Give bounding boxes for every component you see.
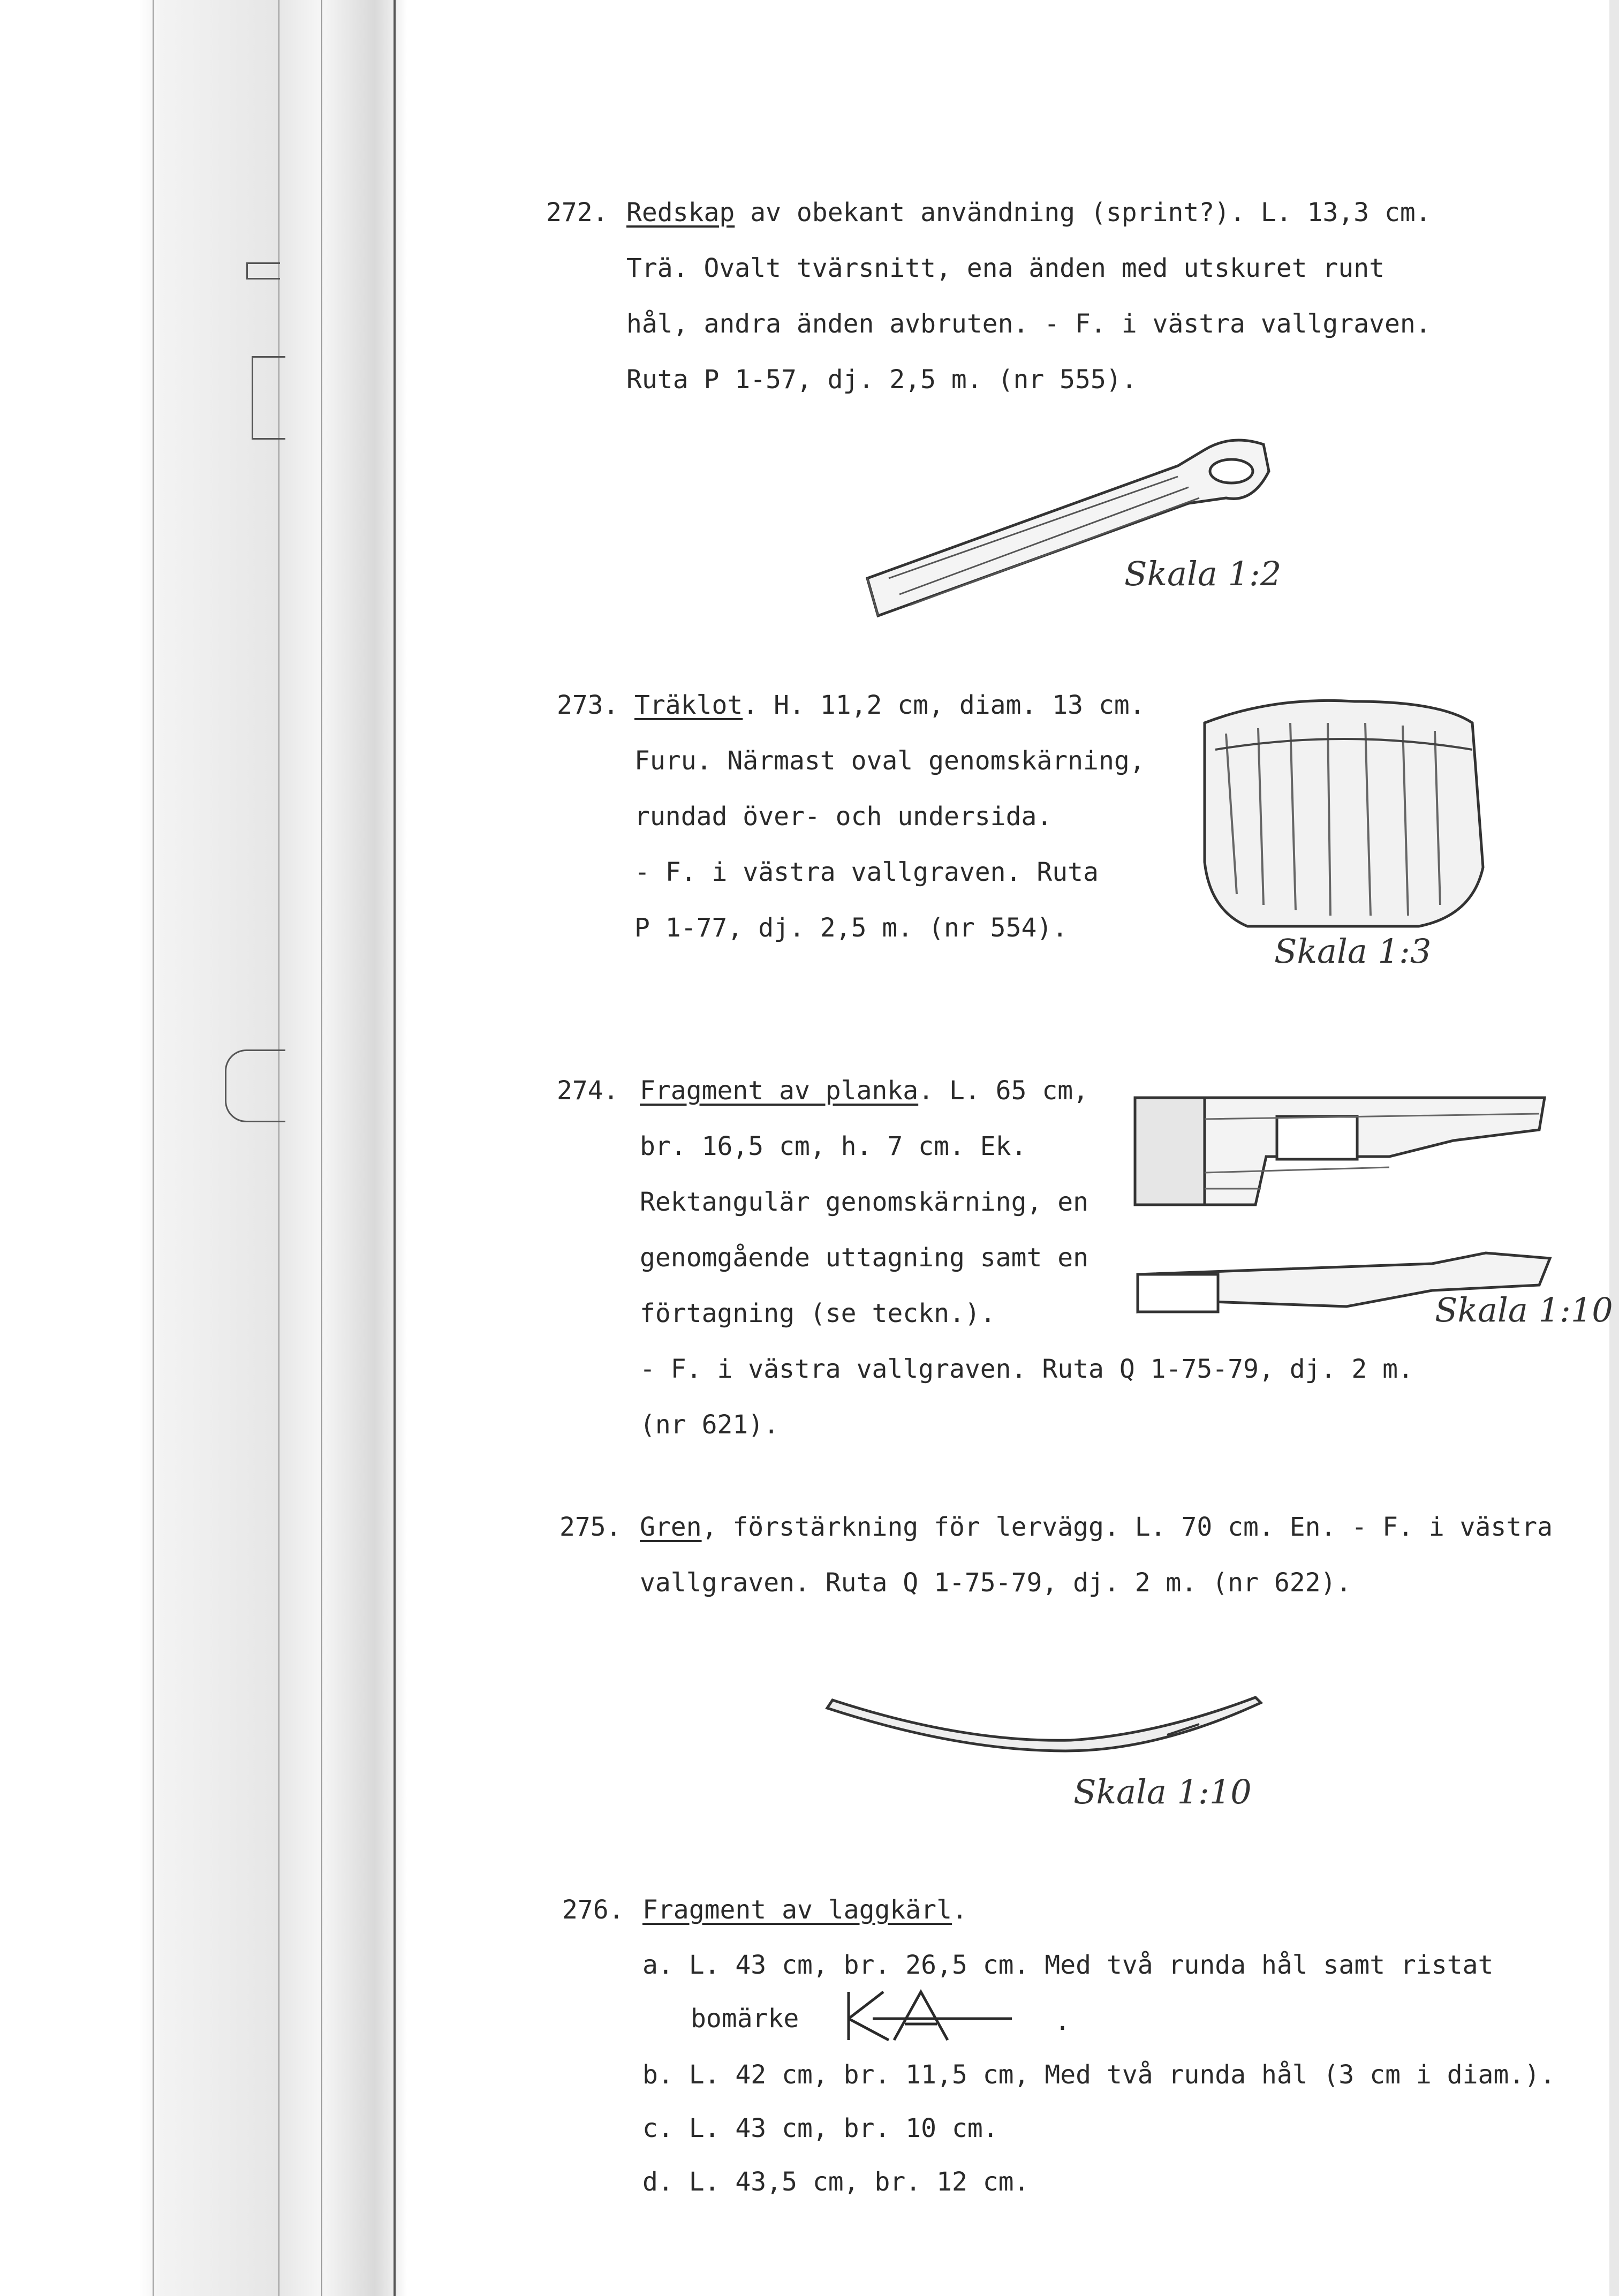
- entry-line: genomgående uttagning samt en: [640, 1243, 1089, 1273]
- binding-mark: [252, 356, 285, 440]
- entry-number: 272.: [546, 198, 608, 228]
- binding-line: [278, 0, 279, 2296]
- binding-line: [321, 0, 322, 2296]
- entry-line: förtagning (se teckn.).: [640, 1298, 996, 1328]
- entry-line: , förstärkning för lervägg. L. 70 cm. En. - F. i västra: [701, 1512, 1553, 1542]
- entry-title: Gren: [640, 1512, 702, 1542]
- entry-line: av obekant användning (sprint?). L. 13,3 cm.: [735, 198, 1431, 228]
- entry-title: Redskap: [626, 198, 735, 228]
- entry-number: 276.: [562, 1895, 624, 1925]
- binding-mark: [225, 1049, 285, 1122]
- entry-line: hål, andra änden avbruten. - F. i västra vallgraven.: [626, 309, 1431, 339]
- entry-title: Fragment av planka: [640, 1076, 919, 1106]
- scale-label: Skala 1:10: [1073, 1772, 1252, 1811]
- entry-line: Trä. Ovalt tvärsnitt, ena änden med utskuret runt: [626, 253, 1385, 283]
- entry-title: Träklot: [634, 690, 743, 720]
- branch-drawing: [824, 1692, 1264, 1767]
- entry-line: br. 16,5 cm, h. 7 cm. Ek.: [640, 1131, 1027, 1161]
- scale-label: Skala 1:3: [1274, 932, 1432, 971]
- entry-line: - F. i västra vallgraven. Ruta: [634, 857, 1099, 887]
- entry-title: Fragment av laggkärl: [642, 1895, 952, 1925]
- list-item: bomärke: [691, 2004, 799, 2034]
- list-item: b. L. 42 cm, br. 11,5 cm, Med två runda hål (3 cm i diam.).: [642, 2060, 1556, 2090]
- entry-line: . H. 11,2 cm, diam. 13 cm.: [743, 690, 1145, 720]
- page-edge-line: [394, 0, 396, 2296]
- entry-number: 274.: [557, 1076, 619, 1106]
- binding-line: [153, 0, 154, 2296]
- entry-number: 273.: [557, 690, 619, 720]
- entry-number: 275.: [559, 1512, 622, 1542]
- entry-line: Rektangulär genomskärning, en: [640, 1187, 1089, 1217]
- entry-line: - F. i västra vallgraven. Ruta Q 1-75-79, dj. 2 m.: [640, 1354, 1413, 1384]
- right-page-edge: [1609, 0, 1619, 2296]
- entry-line: vallgraven. Ruta Q 1-75-79, dj. 2 m. (nr 622).: [640, 1568, 1352, 1598]
- binding-mark: [246, 262, 280, 280]
- entry-line: rundad över- och undersida.: [634, 802, 1053, 832]
- scale-label: Skala 1:10: [1435, 1290, 1613, 1330]
- house-mark-drawing: [841, 1987, 1071, 2045]
- entry-line: .: [951, 1895, 967, 1925]
- period: .: [1055, 2006, 1070, 2036]
- scale-label: Skala 1:2: [1124, 554, 1282, 593]
- entry-line: Ruta P 1-57, dj. 2,5 m. (nr 555).: [626, 365, 1137, 395]
- entry-line: Furu. Närmast oval genomskärning,: [634, 746, 1145, 776]
- entry-line: (nr 621).: [640, 1410, 780, 1440]
- list-item: a. L. 43 cm, br. 26,5 cm. Med två runda hål samt ristat: [642, 1950, 1494, 1980]
- entry-line: P 1-77, dj. 2,5 m. (nr 554).: [634, 913, 1068, 943]
- book-binding: [0, 0, 407, 2296]
- wooden-ball-drawing: [1194, 691, 1483, 937]
- list-item: c. L. 43 cm, br. 10 cm.: [642, 2113, 998, 2143]
- list-item: d. L. 43,5 cm, br. 12 cm.: [642, 2167, 1030, 2197]
- entry-line: . L. 65 cm,: [918, 1076, 1089, 1106]
- tool-drawing: [857, 418, 1274, 626]
